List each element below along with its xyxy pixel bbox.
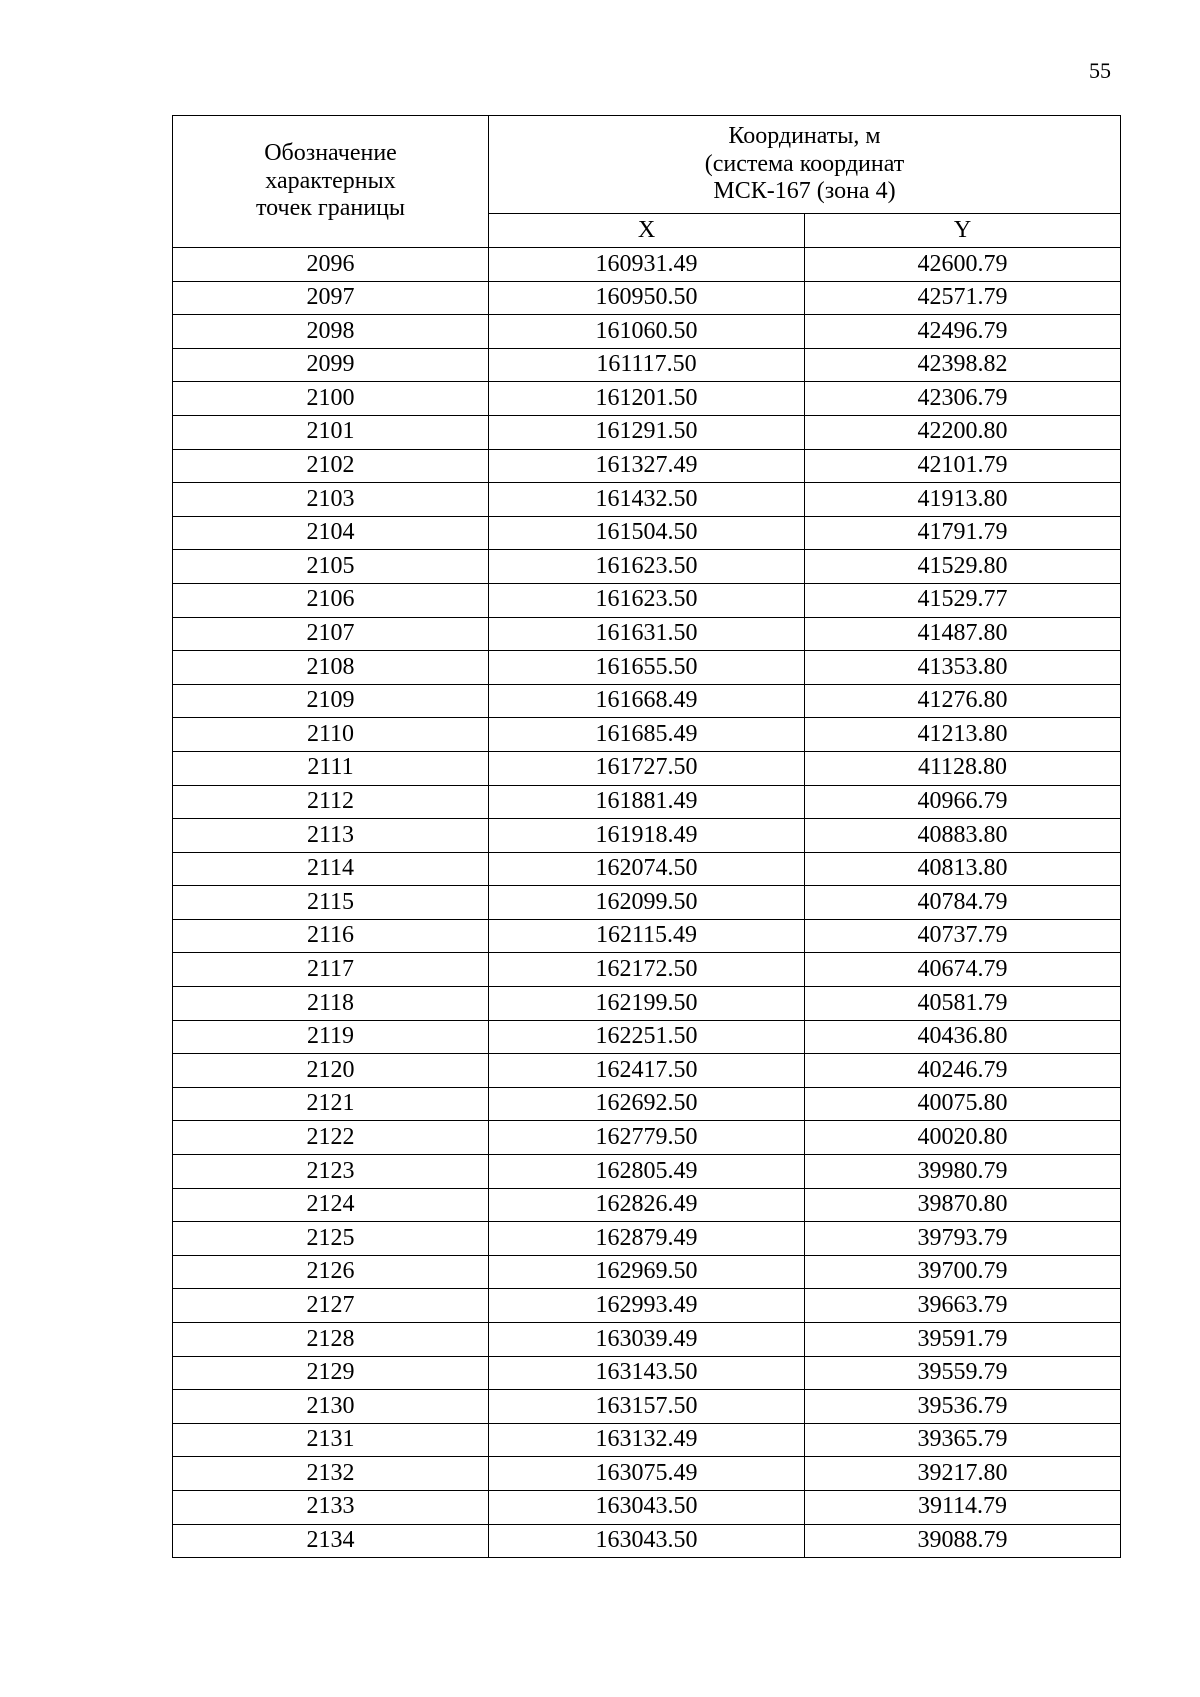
x-coordinate-cell: 161327.49: [489, 449, 805, 483]
y-coordinate-cell: 39700.79: [805, 1255, 1121, 1289]
table-row: [173, 1155, 1121, 1189]
x-coordinate-cell: 160931.49: [489, 248, 805, 282]
table-row: [173, 1457, 1121, 1491]
y-coordinate-cell: 40581.79: [805, 987, 1121, 1021]
y-coordinate-cell: 40246.79: [805, 1054, 1121, 1088]
y-coordinate-cell: 41487.80: [805, 617, 1121, 651]
y-coordinate-cell: 41213.80: [805, 718, 1121, 752]
point-id-cell: 2115: [173, 886, 489, 920]
x-column-header: X: [489, 214, 805, 248]
x-coordinate-cell: 162826.49: [489, 1188, 805, 1222]
table-row: [173, 1255, 1121, 1289]
y-coordinate-cell: 40784.79: [805, 886, 1121, 920]
table-row: [173, 1121, 1121, 1155]
point-column-header: [173, 116, 489, 248]
x-coordinate-cell: 162779.50: [489, 1121, 805, 1155]
y-coordinate-cell: 39365.79: [805, 1423, 1121, 1457]
x-coordinate-cell: 163132.49: [489, 1423, 805, 1457]
point-id-cell: 2119: [173, 1020, 489, 1054]
y-coordinate-cell: 41913.80: [805, 483, 1121, 517]
y-coordinate-cell: 41529.77: [805, 583, 1121, 617]
x-coordinate-cell: 161623.50: [489, 550, 805, 584]
point-id-cell: 2098: [173, 315, 489, 349]
table-row: [173, 348, 1121, 382]
point-id-cell: 2114: [173, 852, 489, 886]
point-id-cell: 2120: [173, 1054, 489, 1088]
table-row: [173, 1423, 1121, 1457]
y-coordinate-cell: 39793.79: [805, 1222, 1121, 1256]
y-coordinate-cell: 40966.79: [805, 785, 1121, 819]
point-id-cell: 2110: [173, 718, 489, 752]
x-coordinate-cell: 162805.49: [489, 1155, 805, 1189]
y-coordinate-cell: 39980.79: [805, 1155, 1121, 1189]
x-coordinate-cell: 161117.50: [489, 348, 805, 382]
y-coordinate-cell: 42200.80: [805, 415, 1121, 449]
x-coordinate-cell: 162879.49: [489, 1222, 805, 1256]
coordinates-table-body: [173, 248, 1121, 1558]
point-header-line-3: точек границы: [255, 195, 406, 222]
point-id-cell: 2132: [173, 1457, 489, 1491]
table-row: [173, 751, 1121, 785]
table-row: [173, 651, 1121, 685]
table-row: [173, 1356, 1121, 1390]
table-row: [173, 684, 1121, 718]
table-row: [173, 852, 1121, 886]
page-number: 55: [1089, 58, 1111, 83]
table-row: [173, 1020, 1121, 1054]
table-row: [173, 886, 1121, 920]
point-id-cell: 2102: [173, 449, 489, 483]
point-id-cell: 2122: [173, 1121, 489, 1155]
x-coordinate-cell: 161668.49: [489, 684, 805, 718]
table-row: [173, 483, 1121, 517]
x-coordinate-cell: 163143.50: [489, 1356, 805, 1390]
x-coordinate-cell: 161432.50: [489, 483, 805, 517]
point-id-cell: 2127: [173, 1289, 489, 1323]
coordinates-column-header: [489, 116, 1121, 214]
x-coordinate-cell: 163043.50: [489, 1524, 805, 1558]
table-row: [173, 382, 1121, 416]
y-coordinate-cell: 42571.79: [805, 281, 1121, 315]
table-row: [173, 1054, 1121, 1088]
x-coordinate-cell: 162969.50: [489, 1255, 805, 1289]
coords-header-line-3: МСК-167 (зона 4): [713, 178, 896, 205]
point-id-cell: 2103: [173, 483, 489, 517]
x-coordinate-cell: 162115.49: [489, 919, 805, 953]
table-row: [173, 281, 1121, 315]
x-coordinate-cell: 163157.50: [489, 1390, 805, 1424]
y-coordinate-cell: 41791.79: [805, 516, 1121, 550]
y-coordinate-cell: 39559.79: [805, 1356, 1121, 1390]
point-id-cell: 2129: [173, 1356, 489, 1390]
y-coordinate-cell: 40020.80: [805, 1121, 1121, 1155]
x-coordinate-cell: 162692.50: [489, 1087, 805, 1121]
y-coordinate-cell: 40883.80: [805, 819, 1121, 853]
table-row: [173, 718, 1121, 752]
x-coordinate-cell: 161685.49: [489, 718, 805, 752]
point-id-cell: 2123: [173, 1155, 489, 1189]
coordinates-table: [172, 115, 1121, 1558]
y-coordinate-cell: 39591.79: [805, 1323, 1121, 1357]
table-row: [173, 1524, 1121, 1558]
y-coordinate-cell: 41128.80: [805, 751, 1121, 785]
table-row: [173, 785, 1121, 819]
x-coordinate-cell: 162074.50: [489, 852, 805, 886]
point-id-cell: 2105: [173, 550, 489, 584]
point-id-cell: 2134: [173, 1524, 489, 1558]
point-id-cell: 2107: [173, 617, 489, 651]
y-coordinate-cell: 39536.79: [805, 1390, 1121, 1424]
table-row: [173, 1087, 1121, 1121]
coords-header-line-1: Координаты, м: [728, 123, 881, 150]
point-id-cell: 2117: [173, 953, 489, 987]
y-coordinate-cell: 39870.80: [805, 1188, 1121, 1222]
table-row: [173, 248, 1121, 282]
x-coordinate-cell: 161291.50: [489, 415, 805, 449]
x-coordinate-cell: 161631.50: [489, 617, 805, 651]
x-coordinate-cell: 161881.49: [489, 785, 805, 819]
x-coordinate-cell: 161727.50: [489, 751, 805, 785]
point-id-cell: 2101: [173, 415, 489, 449]
y-coordinate-cell: 40674.79: [805, 953, 1121, 987]
x-coordinate-cell: 162417.50: [489, 1054, 805, 1088]
point-id-cell: 2118: [173, 987, 489, 1021]
table-row: [173, 1222, 1121, 1256]
y-column-header: Y: [805, 214, 1121, 248]
table-row: [173, 550, 1121, 584]
x-coordinate-cell: 162172.50: [489, 953, 805, 987]
y-coordinate-cell: 40075.80: [805, 1087, 1121, 1121]
x-coordinate-cell: 162199.50: [489, 987, 805, 1021]
y-coordinate-cell: 39663.79: [805, 1289, 1121, 1323]
x-coordinate-cell: 162993.49: [489, 1289, 805, 1323]
x-coordinate-cell: 161655.50: [489, 651, 805, 685]
point-id-cell: 2104: [173, 516, 489, 550]
point-id-cell: 2126: [173, 1255, 489, 1289]
point-header-line-1: Обозначение: [264, 140, 397, 167]
x-coordinate-cell: 162251.50: [489, 1020, 805, 1054]
x-coordinate-cell: 160950.50: [489, 281, 805, 315]
y-coordinate-cell: 41353.80: [805, 651, 1121, 685]
y-coordinate-cell: 41529.80: [805, 550, 1121, 584]
x-coordinate-cell: 161918.49: [489, 819, 805, 853]
point-id-cell: 2096: [173, 248, 489, 282]
point-id-cell: 2097: [173, 281, 489, 315]
x-coordinate-cell: 163075.49: [489, 1457, 805, 1491]
point-id-cell: 2106: [173, 583, 489, 617]
y-coordinate-cell: 42600.79: [805, 248, 1121, 282]
point-id-cell: 2121: [173, 1087, 489, 1121]
table-row: [173, 516, 1121, 550]
x-coordinate-cell: 161504.50: [489, 516, 805, 550]
table-row: [173, 819, 1121, 853]
point-id-cell: 2133: [173, 1490, 489, 1524]
y-coordinate-cell: 39088.79: [805, 1524, 1121, 1558]
table-row: [173, 1289, 1121, 1323]
x-coordinate-cell: 163039.49: [489, 1323, 805, 1357]
point-id-cell: 2108: [173, 651, 489, 685]
coords-header-line-2: (система координат: [704, 150, 905, 177]
table-row: [173, 415, 1121, 449]
table-row: [173, 449, 1121, 483]
table-row: [173, 987, 1121, 1021]
x-coordinate-cell: 161201.50: [489, 382, 805, 416]
point-id-cell: 2128: [173, 1323, 489, 1357]
table-row: [173, 919, 1121, 953]
point-id-cell: 2112: [173, 785, 489, 819]
table-row: [173, 315, 1121, 349]
table-row: [173, 1323, 1121, 1357]
point-id-cell: 2131: [173, 1423, 489, 1457]
x-coordinate-cell: 162099.50: [489, 886, 805, 920]
point-id-cell: 2130: [173, 1390, 489, 1424]
point-id-cell: 2109: [173, 684, 489, 718]
y-coordinate-cell: 40436.80: [805, 1020, 1121, 1054]
point-id-cell: 2116: [173, 919, 489, 953]
y-coordinate-cell: 40813.80: [805, 852, 1121, 886]
point-id-cell: 2099: [173, 348, 489, 382]
table-row: [173, 617, 1121, 651]
point-header-line-2: характерных: [265, 167, 396, 194]
y-coordinate-cell: 39114.79: [805, 1490, 1121, 1524]
y-coordinate-cell: 42101.79: [805, 449, 1121, 483]
x-coordinate-cell: 163043.50: [489, 1490, 805, 1524]
x-coordinate-cell: 161060.50: [489, 315, 805, 349]
point-id-cell: 2100: [173, 382, 489, 416]
table-row: [173, 1188, 1121, 1222]
table-row: [173, 1490, 1121, 1524]
point-id-cell: 2124: [173, 1188, 489, 1222]
point-id-cell: 2113: [173, 819, 489, 853]
x-coordinate-cell: 161623.50: [489, 583, 805, 617]
table-row: [173, 583, 1121, 617]
y-coordinate-cell: 42306.79: [805, 382, 1121, 416]
point-id-cell: 2125: [173, 1222, 489, 1256]
y-coordinate-cell: 42496.79: [805, 315, 1121, 349]
table-row: [173, 953, 1121, 987]
y-coordinate-cell: 39217.80: [805, 1457, 1121, 1491]
y-coordinate-cell: 40737.79: [805, 919, 1121, 953]
point-id-cell: 2111: [173, 751, 489, 785]
y-coordinate-cell: 42398.82: [805, 348, 1121, 382]
y-coordinate-cell: 41276.80: [805, 684, 1121, 718]
table-row: [173, 1390, 1121, 1424]
